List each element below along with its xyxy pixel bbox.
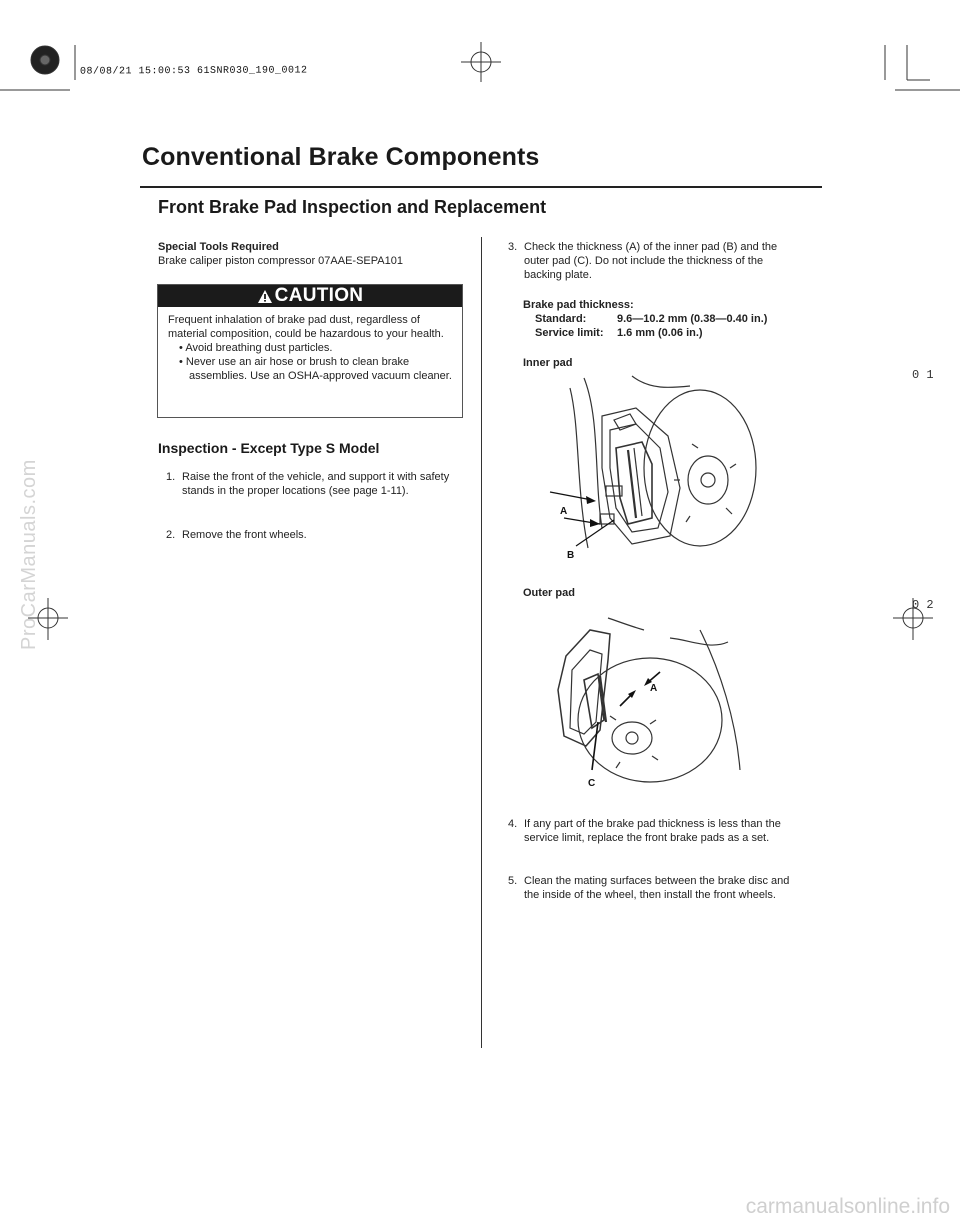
spec-standard-value: 9.6—10.2 mm (0.38—0.40 in.)	[617, 313, 768, 325]
step-3	[508, 240, 802, 282]
special-tools-heading: Special Tools Required	[158, 241, 279, 253]
inner-pad-caption: Inner pad	[523, 357, 573, 369]
spec-limit-value: 1.6 mm (0.06 in.)	[617, 327, 703, 339]
spec-limit-row	[523, 326, 813, 340]
step-number: 4.	[508, 818, 518, 830]
outer-label-a: A	[650, 683, 658, 694]
step-text: Clean the mating surfaces between the brake disc and the inside of the wheel, then install the front wheels.	[524, 875, 790, 901]
step-text: Remove the front wheels.	[182, 529, 307, 541]
step-2	[166, 528, 456, 542]
step-text: Check the thickness (A) of the inner pad (B) and the outer pad (C). Do not include the thickness of the backing plate.	[524, 241, 778, 281]
spec-limit-label: Service limit:	[535, 327, 604, 339]
step-number: 1.	[166, 471, 176, 483]
spec-heading: Brake pad thickness:	[523, 299, 634, 311]
step-text: If any part of the brake pad thickness is less than the service limit, replace the front brake pads as a set.	[524, 818, 781, 844]
caution-label: CAUTION	[274, 285, 364, 306]
caution-body	[168, 313, 458, 383]
outer-pad-caption: Outer pad	[523, 587, 575, 599]
step-4	[508, 817, 802, 845]
edge-mark-01: 0 1	[912, 368, 934, 382]
section-title: Front Brake Pad Inspection and Replacement	[158, 197, 547, 217]
caution-header	[158, 285, 462, 307]
step-text: Raise the front of the vehicle, and support it with safety stands in the proper locations (see page 1-11).	[182, 471, 450, 497]
step-number: 2.	[166, 529, 176, 541]
footer-watermark: carmanualsonline.info	[745, 1195, 950, 1218]
step-number: 3.	[508, 241, 518, 253]
inner-label-b: B	[567, 550, 575, 561]
outer-pad-illustration	[550, 610, 750, 790]
sidebar-watermark: ProCarManuals.com	[18, 459, 40, 650]
title-rule	[140, 186, 822, 188]
warning-icon	[257, 289, 273, 304]
column-divider	[481, 237, 482, 1048]
caution-box	[157, 284, 463, 418]
caution-intro: Frequent inhalation of brake pad dust, regardless of material composition, could be hazardous to your health.	[168, 314, 444, 340]
edge-mark-02: 0 2	[912, 598, 934, 612]
outer-label-c: C	[588, 778, 596, 789]
special-tools	[158, 240, 468, 268]
spec-standard-row	[523, 312, 813, 326]
page-title: Conventional Brake Components	[142, 143, 540, 171]
inner-label-a: A	[560, 506, 568, 517]
inner-pad-illustration	[540, 368, 770, 568]
step-number: 5.	[508, 875, 518, 887]
spec-standard-label: Standard:	[535, 313, 587, 325]
spec-block	[523, 298, 813, 340]
special-tools-item: Brake caliper piston compressor 07AAE-SEPA101	[158, 255, 403, 267]
step-5	[508, 874, 802, 902]
caution-bullet: • Avoid breathing dust particles.	[179, 342, 333, 354]
inspection-heading: Inspection - Except Type S Model	[158, 440, 380, 456]
caution-bullet: • Never use an air hose or brush to clean brake assemblies. Use an OSHA-approved vacuum cleaner.	[179, 356, 452, 382]
print-stamp: 08/08/21 15:00:53 61SNR030_190_0012	[79, 65, 308, 78]
step-1	[166, 470, 456, 498]
